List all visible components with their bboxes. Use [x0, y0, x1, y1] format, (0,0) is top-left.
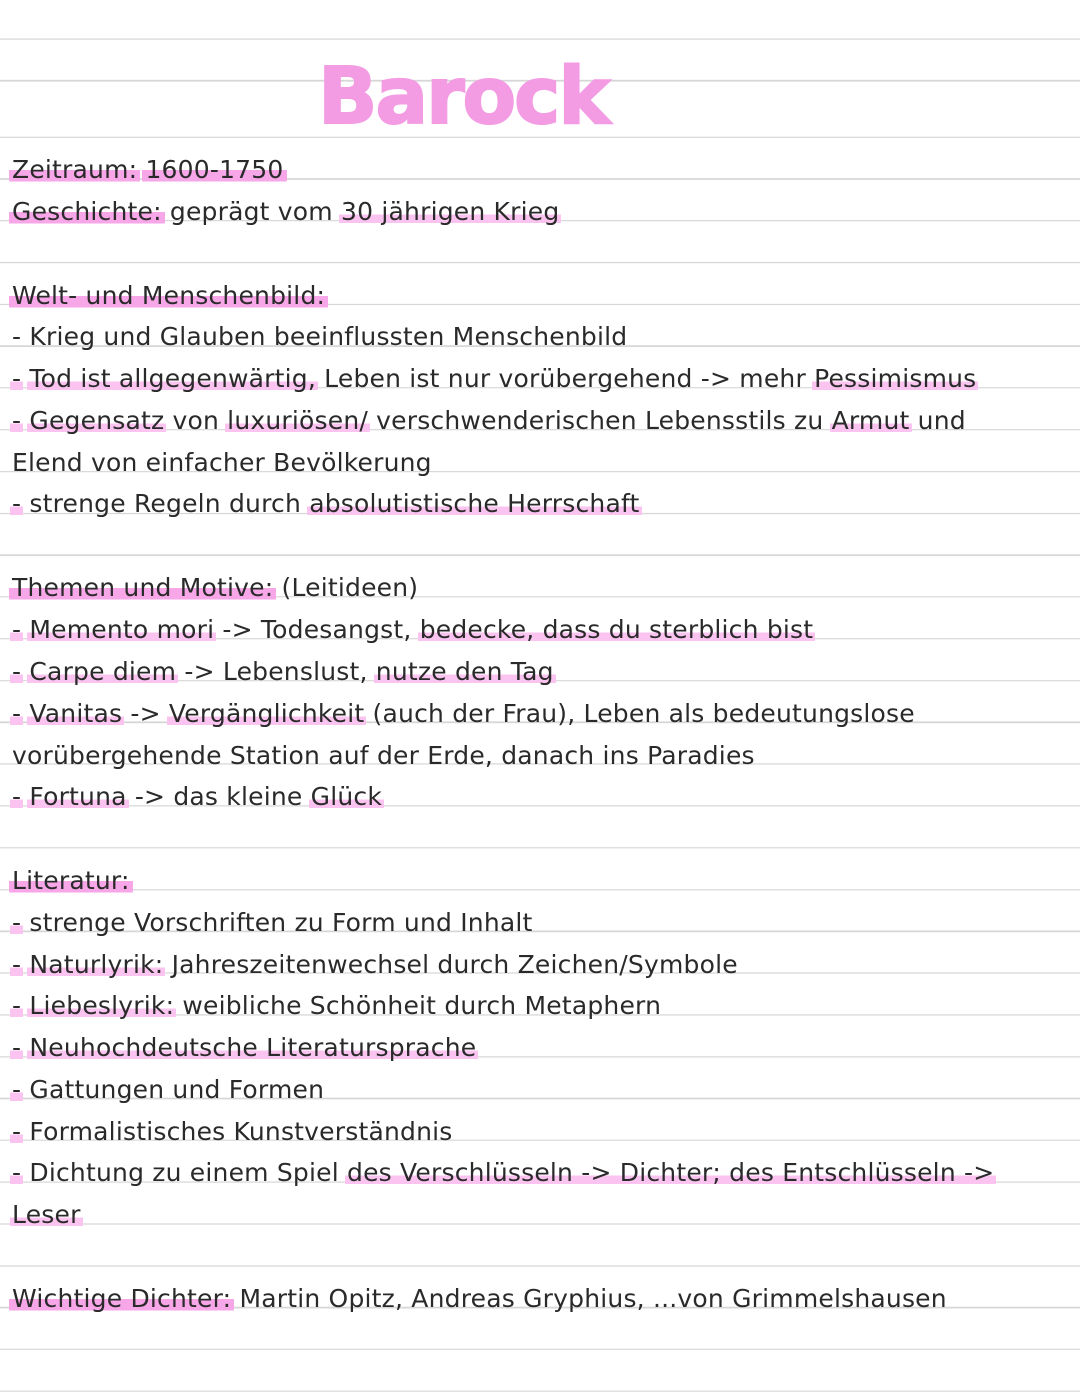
- themen-heading-rest: (Leitideen): [281, 573, 419, 602]
- welt-item-3-cont-text: Elend von einfacher Bevölkerung: [12, 448, 432, 477]
- literatur-item-2: [12, 952, 738, 977]
- welt-item-3-text-2: verschwenderischen Lebensstils zu: [376, 406, 824, 435]
- welt-item-4-text: strenge Regeln durch: [29, 489, 302, 518]
- welt-item-2: [12, 366, 976, 391]
- welt-item-1-text: Krieg und Glauben beeinflussten Menschenbild: [29, 322, 628, 351]
- literatur-item-1-text: strenge Vorschriften zu Form und Inhalt: [29, 908, 533, 937]
- welt-item-4-highlight: absolutistische Herrschaft: [309, 489, 640, 518]
- themen-item-4-highlight-1: Fortuna: [29, 782, 127, 811]
- literatur-heading-text: Literatur:: [9, 866, 133, 895]
- bullet-dash: -: [12, 699, 22, 728]
- themen-item-3-cont-text: vorübergehende Station auf der Erde, danach ins Paradies: [12, 741, 755, 770]
- literatur-item-7-highlight: des Verschlüsseln -> Dichter; des Entschlüsseln ->: [347, 1158, 995, 1187]
- zeitraum-value: 1600-1750: [142, 155, 286, 184]
- welt-heading: [12, 283, 325, 308]
- themen-item-4-highlight-2: Glück: [310, 782, 383, 811]
- welt-item-3-highlight-3: Armut: [831, 406, 910, 435]
- literatur-item-7-cont: [12, 1202, 81, 1227]
- bullet-dash: -: [12, 364, 22, 393]
- zeitraum-label: Zeitraum:: [9, 155, 140, 184]
- literatur-item-2-highlight: Naturlyrik:: [29, 950, 164, 979]
- bullet-dash: -: [12, 1117, 22, 1146]
- welt-item-2-highlight-1: Tod ist allgegenwärtig,: [29, 364, 317, 393]
- geschichte-highlight: 30 jährigen Krieg: [341, 197, 560, 226]
- welt-item-3-highlight-1: Gegensatz: [29, 406, 165, 435]
- themen-item-3-rest: (auch der Frau), Leben als bedeutungslose: [372, 699, 915, 728]
- welt-item-3-text-3: und: [917, 406, 966, 435]
- themen-item-4: [12, 784, 382, 809]
- literatur-item-7: [12, 1160, 994, 1185]
- literatur-item-6: [12, 1119, 453, 1144]
- welt-item-3-highlight-2: luxuriösen/: [227, 406, 368, 435]
- literatur-item-5: [12, 1077, 324, 1102]
- themen-item-1-text: -> Todesangst,: [222, 615, 412, 644]
- bullet-dash: -: [12, 406, 22, 435]
- themen-heading: [12, 575, 418, 600]
- bullet-dash: -: [12, 615, 22, 644]
- themen-item-1-highlight-2: bedecke, dass du sterblich bist: [419, 615, 814, 644]
- literatur-item-4: [12, 1035, 476, 1060]
- literatur-item-7-text: Dichtung zu einem Spiel: [29, 1158, 339, 1187]
- literatur-item-3: [12, 993, 661, 1018]
- themen-item-2-text: -> Lebenslust,: [184, 657, 368, 686]
- page-title: Barock: [318, 52, 609, 142]
- literatur-item-6-text: Formalistisches Kunstverständnis: [29, 1117, 453, 1146]
- welt-item-3: [12, 408, 966, 433]
- themen-item-3-highlight-2: Vergänglichkeit: [168, 699, 365, 728]
- welt-item-2-highlight-2: Pessimismus: [814, 364, 977, 393]
- themen-item-3-cont: [12, 743, 755, 768]
- bullet-dash: -: [12, 782, 22, 811]
- literatur-item-4-highlight: Neuhochdeutsche Literatursprache: [29, 1033, 477, 1062]
- literatur-item-3-highlight: Liebeslyrik:: [29, 991, 175, 1020]
- literatur-heading: [12, 868, 130, 893]
- geschichte-label: Geschichte:: [9, 197, 165, 226]
- geschichte-pre: geprägt vom: [169, 197, 333, 226]
- themen-item-4-text: -> das kleine: [134, 782, 303, 811]
- themen-item-3: [12, 701, 915, 726]
- themen-item-2: [12, 659, 554, 684]
- dichter-line: [12, 1286, 947, 1311]
- bullet-dash: -: [12, 991, 22, 1020]
- literatur-item-5-text: Gattungen und Formen: [29, 1075, 325, 1104]
- literatur-item-3-text: weibliche Schönheit durch Metaphern: [182, 991, 662, 1020]
- themen-item-3-text: ->: [130, 699, 161, 728]
- bullet-dash: -: [12, 1033, 22, 1062]
- literatur-item-1: [12, 910, 533, 935]
- welt-item-3-text-1: von: [172, 406, 220, 435]
- bullet-dash: -: [12, 322, 22, 351]
- bullet-dash: -: [12, 1075, 22, 1104]
- themen-item-3-highlight-1: Vanitas: [29, 699, 123, 728]
- bullet-dash: -: [12, 950, 22, 979]
- themen-item-2-highlight-2: nutze den Tag: [375, 657, 554, 686]
- zeitraum-line: [12, 157, 284, 182]
- geschichte-line: [12, 199, 559, 224]
- bullet-dash: -: [12, 1158, 22, 1187]
- themen-item-1: [12, 617, 813, 642]
- bullet-dash: -: [12, 657, 22, 686]
- dichter-label: Wichtige Dichter:: [9, 1284, 234, 1313]
- literatur-item-2-text: Jahreszeitenwechsel durch Zeichen/Symbole: [171, 950, 738, 979]
- welt-item-2-text: Leben ist nur vorübergehend -> mehr: [324, 364, 806, 393]
- welt-heading-text: Welt- und Menschenbild:: [9, 281, 328, 310]
- themen-item-1-highlight-1: Memento mori: [29, 615, 215, 644]
- welt-item-4: [12, 491, 640, 516]
- bullet-dash: -: [12, 489, 22, 518]
- themen-item-2-highlight-1: Carpe diem: [29, 657, 177, 686]
- welt-item-3-cont: [12, 450, 432, 475]
- welt-item-1: [12, 324, 627, 349]
- bullet-dash: -: [12, 908, 22, 937]
- themen-heading-text: Themen und Motive:: [9, 573, 276, 602]
- literatur-item-7-cont-highlight: Leser: [12, 1200, 81, 1229]
- dichter-value: Martin Opitz, Andreas Gryphius, ...von Grimmelshausen: [239, 1284, 947, 1313]
